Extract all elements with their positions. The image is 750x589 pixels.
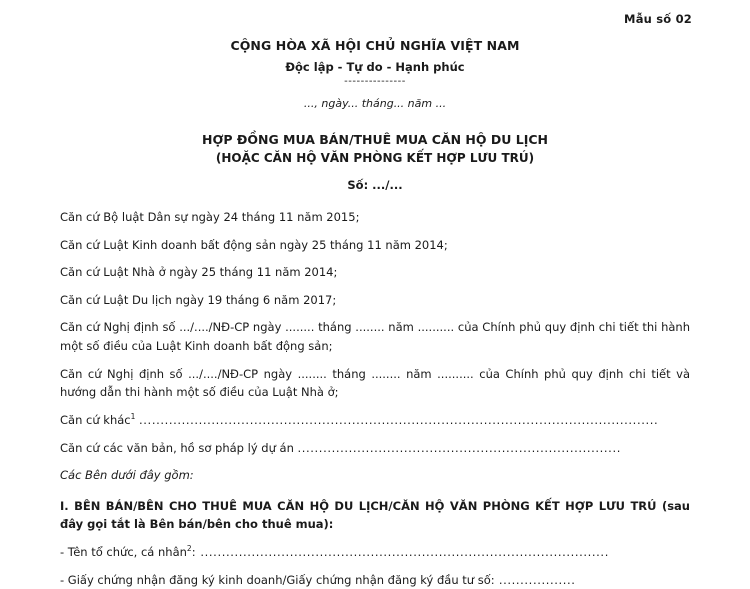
project-docs-dots: ............................................................................ bbox=[297, 440, 621, 455]
field-organization-name-dots: : ................................................................................................ bbox=[191, 545, 609, 560]
section-heading-seller: I. BÊN BÁN/BÊN CHO THUÊ MUA CĂN HỘ DU LỊCH/CĂN HỘ VĂN PHÒNG KẾT HỢP LƯU TRÚ (sau đây gọi tắt là Bên bán/bên cho thuê mua): bbox=[60, 498, 690, 532]
field-business-registration bbox=[60, 571, 690, 589]
document-header bbox=[60, 38, 690, 192]
footnote-marker-2: 2 bbox=[186, 544, 192, 554]
project-docs-line bbox=[60, 439, 690, 458]
document-number: Số: .../... bbox=[347, 177, 403, 192]
legal-basis-item: Căn cứ Luật Kinh doanh bất động sản ngày 25 tháng 11 năm 2014; bbox=[60, 237, 448, 252]
date-placeholder-line: ..., ngày... tháng... năm ... bbox=[303, 97, 447, 110]
field-organization-name bbox=[60, 543, 690, 562]
national-motto: Độc lập - Tự do - Hạnh phúc bbox=[285, 60, 465, 74]
other-basis-label: Căn cứ khác bbox=[60, 412, 131, 427]
project-docs-label: Căn cứ các văn bản, hồ sơ pháp lý dự án bbox=[60, 440, 294, 455]
document-body bbox=[60, 208, 690, 589]
legal-basis-item: Căn cứ Luật Nhà ở ngày 25 tháng 11 năm 2014; bbox=[60, 265, 338, 280]
document-subtitle: (HOẶC CĂN HỘ VĂN PHÒNG KẾT HỢP LƯU TRÚ) bbox=[215, 151, 535, 166]
footnote-marker-1: 1 bbox=[130, 412, 136, 422]
motto-divider: --------------- bbox=[344, 76, 406, 87]
field-organization-name-label: - Tên tổ chức, cá nhân bbox=[60, 545, 187, 560]
legal-basis-item: Căn cứ Nghị định số .../..../NĐ-CP ngày ........ tháng ........ năm .......... của Chính phủ quy định chi tiết và hướng dẫn thi hành một số điều của Luật Nhà ở; bbox=[60, 366, 690, 400]
national-title: CỘNG HÒA XÃ HỘI CHỦ NGHĨA VIỆT NAM bbox=[230, 38, 520, 53]
field-business-registration-label: - Giấy chứng nhận đăng ký kinh doanh/Giấy chứng nhận đăng ký đầu tư số: bbox=[60, 572, 495, 587]
parties-intro: Các Bên dưới đây gồm: bbox=[60, 468, 194, 483]
legal-basis-item: Căn cứ Luật Du lịch ngày 19 tháng 6 năm 2017; bbox=[60, 292, 337, 307]
legal-basis-item: Căn cứ Nghị định số .../..../NĐ-CP ngày ........ tháng ........ năm .......... của Chính phủ quy định chi tiết thi hành một số điều của Luật Kinh doanh bất động sản; bbox=[60, 320, 690, 354]
other-basis-line bbox=[60, 411, 690, 430]
document-title: HỢP ĐỒNG MUA BÁN/THUÊ MUA CĂN HỘ DU LỊCH bbox=[201, 132, 548, 147]
legal-basis-item: Căn cứ Bộ luật Dân sự ngày 24 tháng 11 năm 2015; bbox=[60, 209, 360, 224]
form-code: Mẫu số 02 bbox=[624, 12, 692, 26]
field-business-registration-dots: .................. bbox=[494, 572, 576, 587]
other-basis-dots: .......................................................................................................................... bbox=[139, 412, 659, 427]
